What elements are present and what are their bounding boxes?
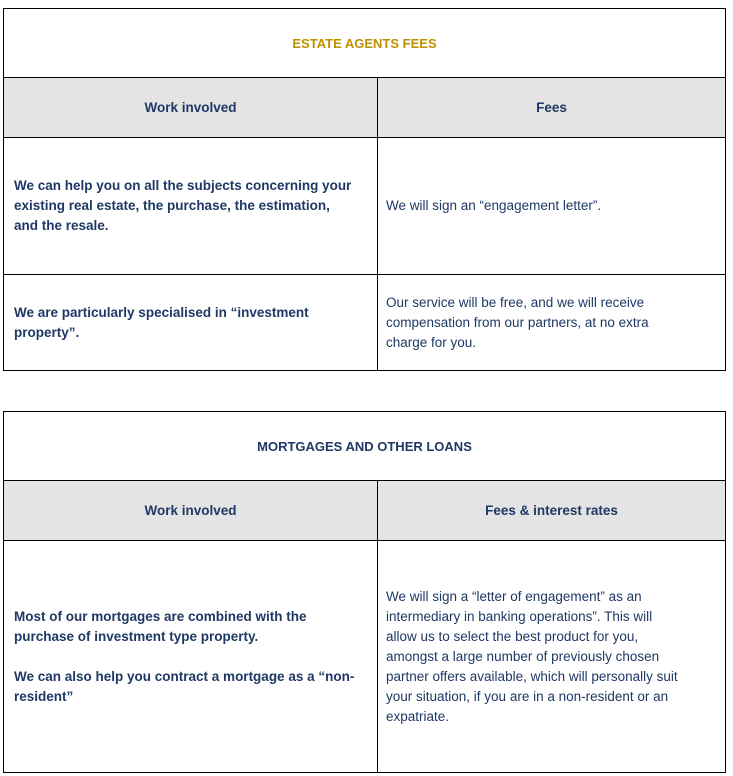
work-cell: Most of our mortgages are combined with the purchase of investment type property. We can also help you contract a mortgage as a “non- resident”	[4, 541, 378, 772]
header-fees: Fees	[536, 100, 567, 115]
header-fees-interest-rates: Fees & interest rates	[485, 503, 618, 518]
work-cell: We are particularly specialised in “investment property”.	[4, 275, 378, 371]
estate-agents-fees-table	[3, 8, 726, 371]
table-row	[4, 541, 725, 772]
mortgages-table	[3, 411, 726, 773]
fees-cell: Our service will be free, and we will receive compensation from our partners, at no extra charge for you.	[386, 295, 649, 350]
fees-cell: We will sign a “letter of engagement” as an intermediary in banking operations”. This will allow us to select the best product for you, amongst a large number of previously chosen partner offers available, which will personally suit your situation, if you are in a non-resident or an expatriate.	[386, 588, 678, 724]
mortgage-table-header	[4, 481, 725, 541]
work-cell: We can help you on all the subjects concerning your existing real estate, the purchase, the estimation, and the resale.	[4, 138, 378, 274]
estate-table-title: ESTATE AGENTS FEES	[4, 9, 725, 78]
fees-cell: We will sign an “engagement letter”.	[386, 198, 602, 213]
header-work-involved: Work involved	[4, 78, 378, 137]
table-row	[4, 275, 725, 371]
header-work-involved: Work involved	[4, 481, 378, 540]
mortgage-table-title: MORTGAGES AND OTHER LOANS	[4, 412, 725, 481]
estate-table-header	[4, 78, 725, 138]
table-row	[4, 138, 725, 275]
